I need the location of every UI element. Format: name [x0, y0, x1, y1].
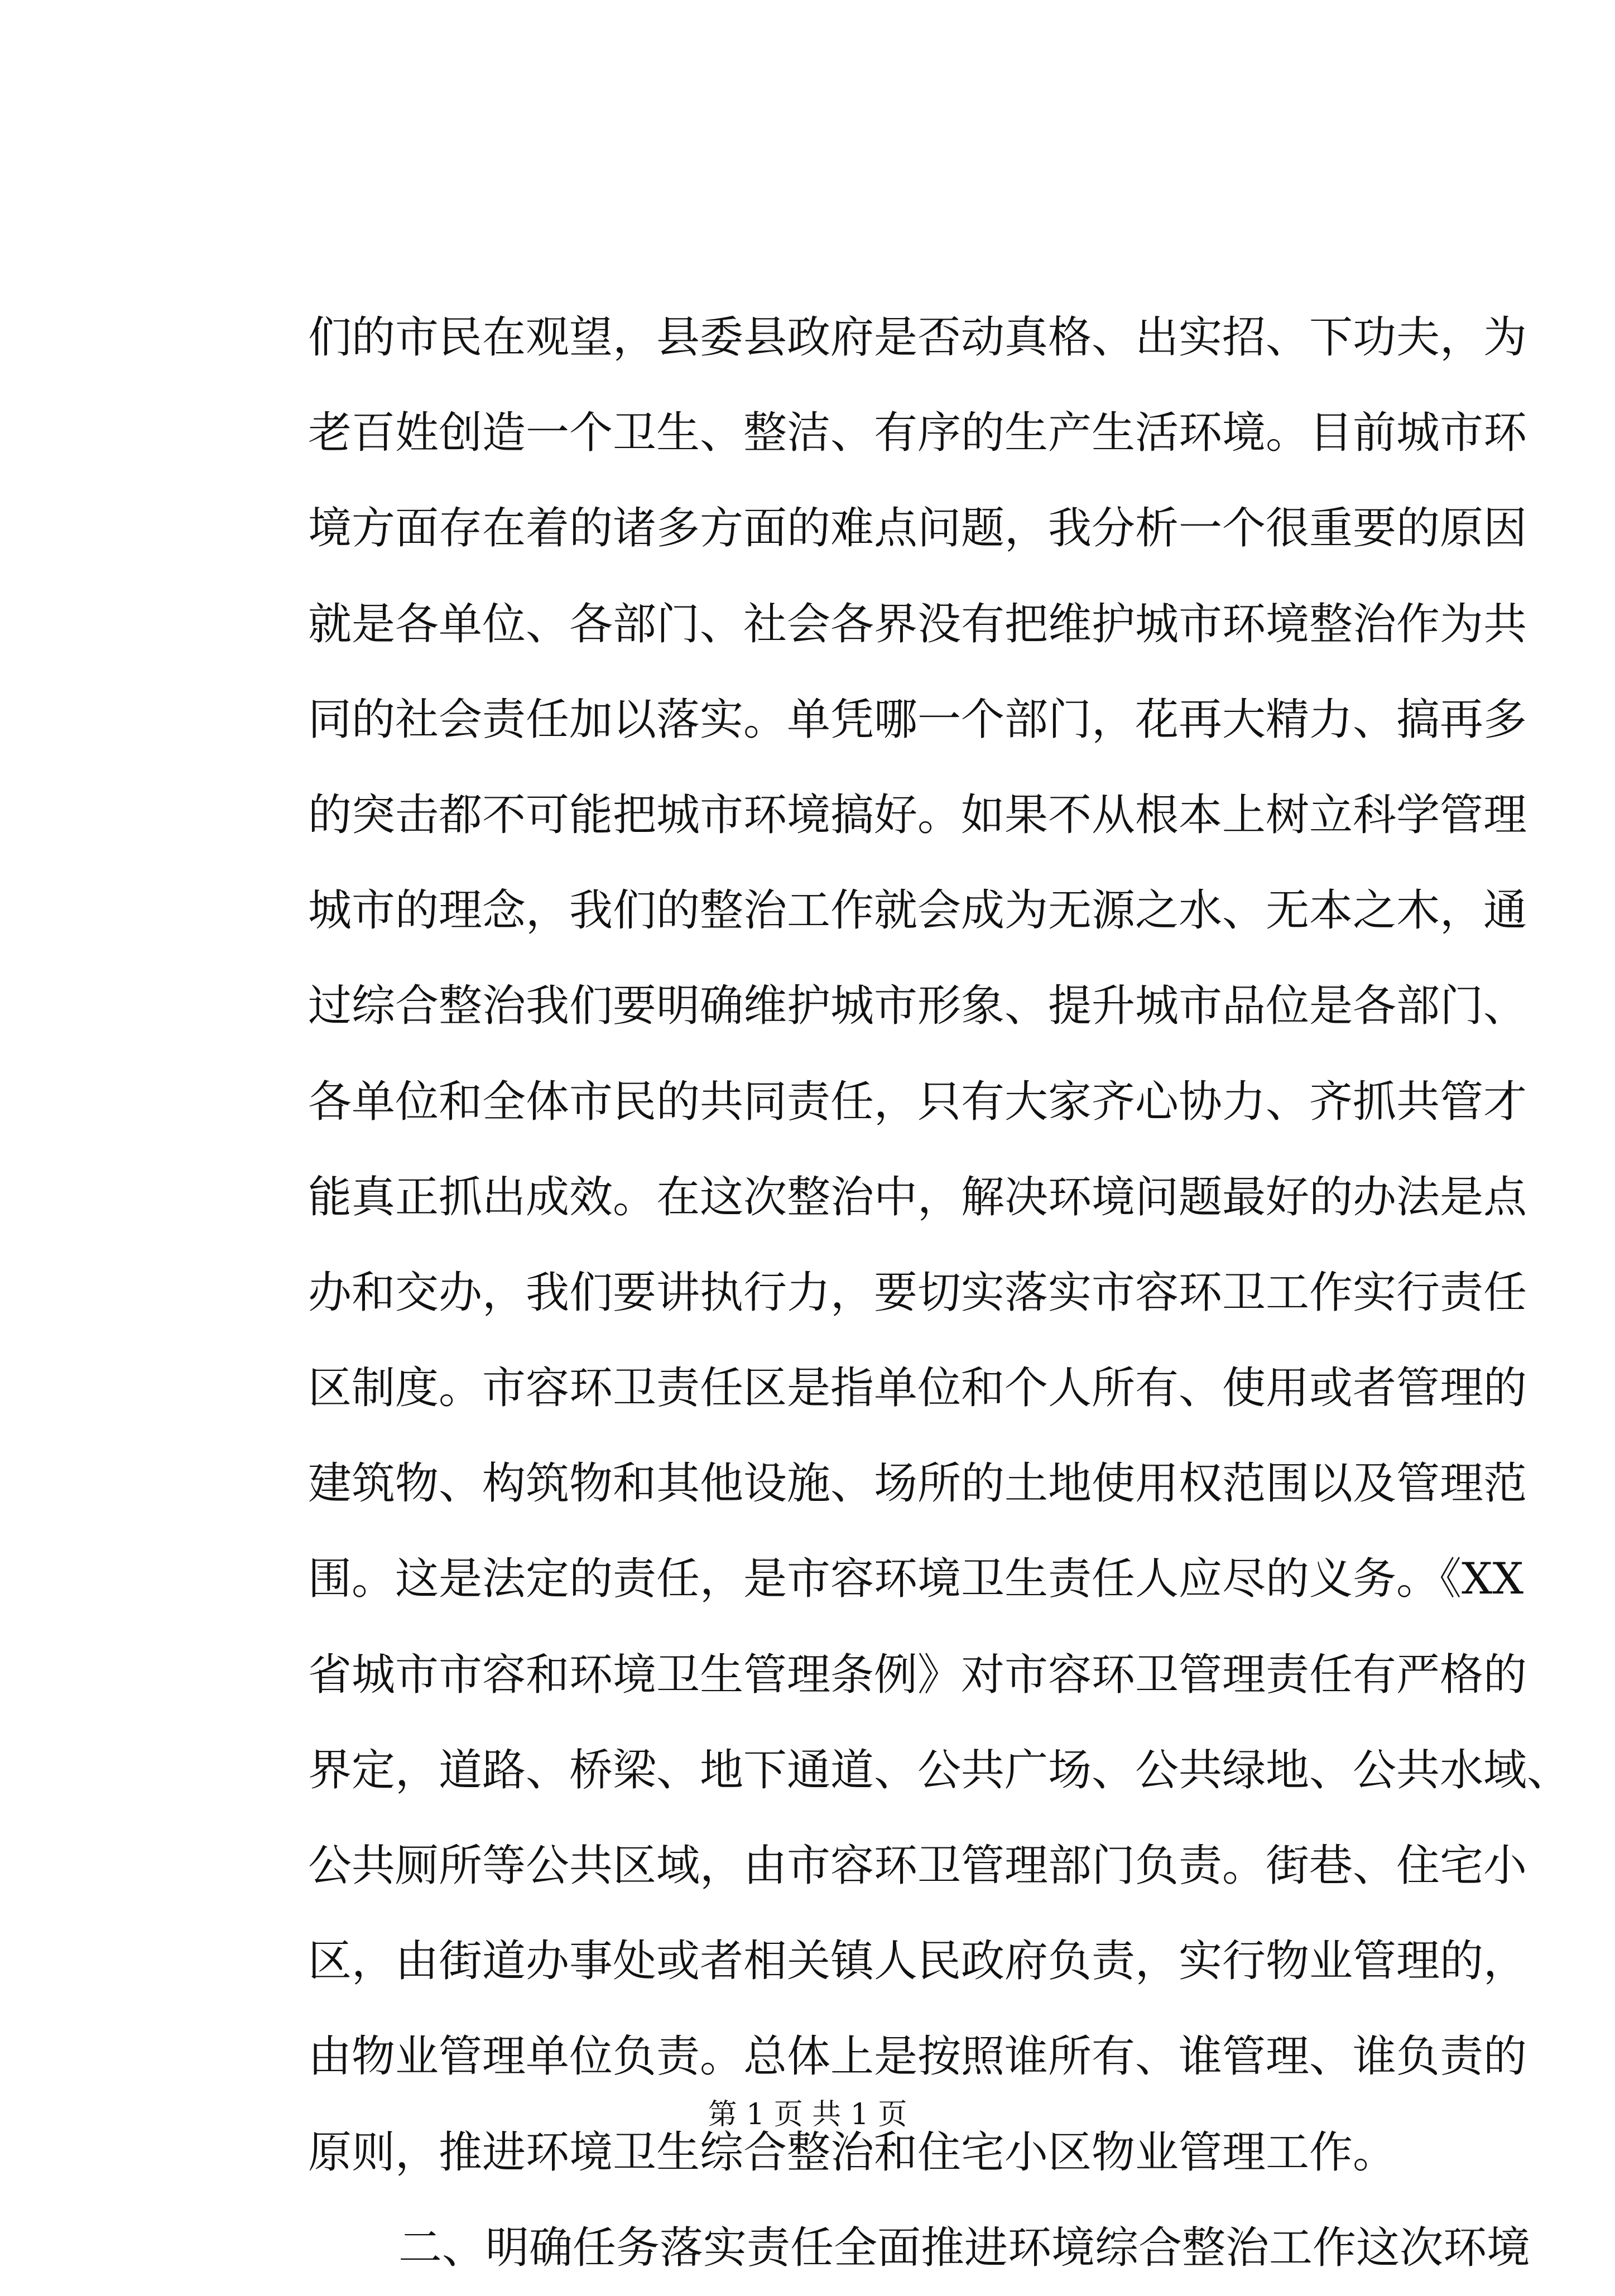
text-line: 的突击都不可能把城市环境搞好。如果不从根本上树立科学管理: [308, 790, 1527, 840]
section-heading-line: 二、明确任务落实责任全面推进环境综合整治工作这次环境: [398, 2222, 1531, 2273]
text-line: 城市的理念，我们的整治工作就会成为无源之水、无本之木，通: [308, 885, 1527, 936]
text-line: 同的社会责任加以落实。单凭哪一个部门，花再大精力、搞再多: [308, 694, 1527, 745]
text-line: 能真正抓出成效。在这次整治中，解决环境问题最好的办法是点: [308, 1172, 1527, 1222]
text-line: 界定，道路、桥梁、地下通道、公共广场、公共绿地、公共水域、: [308, 1745, 1571, 1796]
text-line: 办和交办，我们要讲执行力，要切实落实市容环卫工作实行责任: [308, 1267, 1527, 1318]
text-line: 过综合整治我们要明确维护城市形象、提升城市品位是各部门、: [308, 981, 1527, 1032]
text-line: 省城市市容和环境卫生管理条例》对市容环卫管理责任有严格的: [308, 1649, 1527, 1700]
text-line: 各单位和全体市民的共同责任，只有大家齐心协力、齐抓共管才: [308, 1076, 1527, 1127]
text-line: 由物业管理单位负责。总体上是按照谁所有、谁管理、谁负责的: [308, 2032, 1527, 2082]
text-line: 老百姓创造一个卫生、整洁、有序的生产生活环境。目前城市环: [308, 408, 1527, 459]
text-line: 们的市民在观望，县委县政府是否动真格、出实招、下功夫，为: [308, 312, 1527, 363]
text-line: 境方面存在着的诸多方面的难点问题，我分析一个很重要的原因: [308, 503, 1527, 554]
body-text: [308, 290, 1571, 2296]
text-line: 就是各单位、各部门、社会各界没有把维护城市环境整治作为共: [308, 599, 1527, 649]
text-line: 区制度。市容环卫责任区是指单位和个人所有、使用或者管理的: [308, 1363, 1527, 1414]
text-line: 建筑物、构筑物和其他设施、场所的土地使用权范围以及管理范: [308, 1459, 1527, 1509]
text-line: 原则，推进环境卫生综合整治和住宅小区物业管理工作。: [308, 2127, 1397, 2178]
text-line: 公共厕所等公共区域，由市容环卫管理部门负责。街巷、住宅小: [308, 1841, 1527, 1891]
text-line: 围。这是法定的责任，是市容环境卫生责任人应尽的义务。《XX: [308, 1554, 1524, 1605]
text-line: 区，由街道办事处或者相关镇人民政府负责，实行物业管理的，: [308, 1936, 1527, 1987]
page-footer: 第 1 页 共 1 页: [708, 2098, 907, 2131]
